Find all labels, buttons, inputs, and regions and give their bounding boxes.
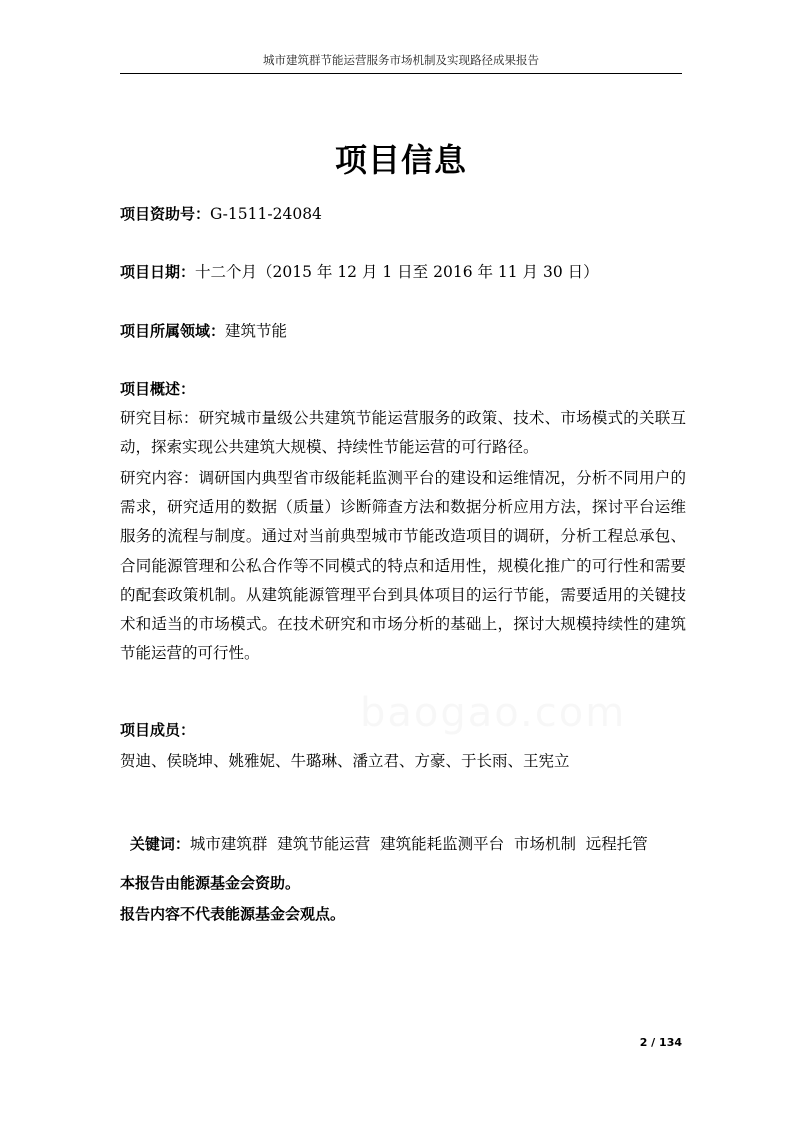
disclaimer-note: 报告内容不代表能源基金会观点。: [120, 905, 346, 923]
project-domain-field: [120, 320, 685, 342]
watermark: baogao.com: [360, 690, 627, 736]
funding-note: 本报告由能源基金会资助。: [120, 874, 301, 892]
members-list: 贺迪、侯晓坤、姚雅妮、牛璐琳、潘立君、方豪、于长雨、王宪立: [120, 752, 570, 770]
project-dates-value: 十二个月（2015 年 12 月 1 日至 2016 年 11 月 30 日）: [195, 263, 599, 281]
project-dates-label: 项目日期：: [120, 263, 196, 281]
research-goal-paragraph: 研究目标：研究城市量级公共建筑节能运营服务的政策、技术、市场模式的关联互动，探索实现公共建筑大规模、持续性节能运营的可行路径。: [120, 409, 686, 457]
overview-heading: [120, 378, 685, 400]
members-heading: [120, 719, 685, 741]
page-number: 2 / 134: [639, 1036, 682, 1049]
research-content-paragraph: 研究内容：调研国内典型省市级能耗监测平台的建设和运维情况，分析不同用户的需求，研究适用的数据（质量）诊断筛查方法和数据分析应用方法，探讨平台运维服务的流程与制度。通过对当前典型城市节能改造项目的调研，分析工程总承包、合同能源管理和公私合作等不同模式的特点和适用性，规模化推广的可行性和需要的配套政策机制。从建筑能源管理平台到具体项目的运行节能，需要适用的关键技术和适当的市场模式。在技术研究和市场分析的基础上，探讨大规模持续性的建筑节能运营的可行性。: [120, 469, 686, 663]
page-title: 项目信息: [334, 141, 467, 179]
keywords-value: 城市建筑群 建筑节能运营 建筑能耗监测平台 市场机制 远程托管: [189, 835, 648, 853]
grant-number-field: [120, 203, 685, 225]
overview-label: 项目概述：: [120, 380, 196, 398]
running-header: 城市建筑群节能运营服务市场机制及实现路径成果报告: [263, 53, 539, 67]
keywords-label: 关键词：: [129, 835, 190, 853]
grant-number-value: G-1511-24084: [210, 205, 322, 223]
header-divider: [120, 73, 682, 74]
members-label: 项目成员：: [120, 721, 196, 739]
project-domain-value: 建筑节能: [225, 322, 288, 340]
keywords-field: [120, 811, 685, 855]
project-domain-label: 项目所属领域：: [120, 322, 226, 340]
project-dates-field: [120, 261, 685, 283]
grant-number-label: 项目资助号：: [120, 205, 211, 223]
